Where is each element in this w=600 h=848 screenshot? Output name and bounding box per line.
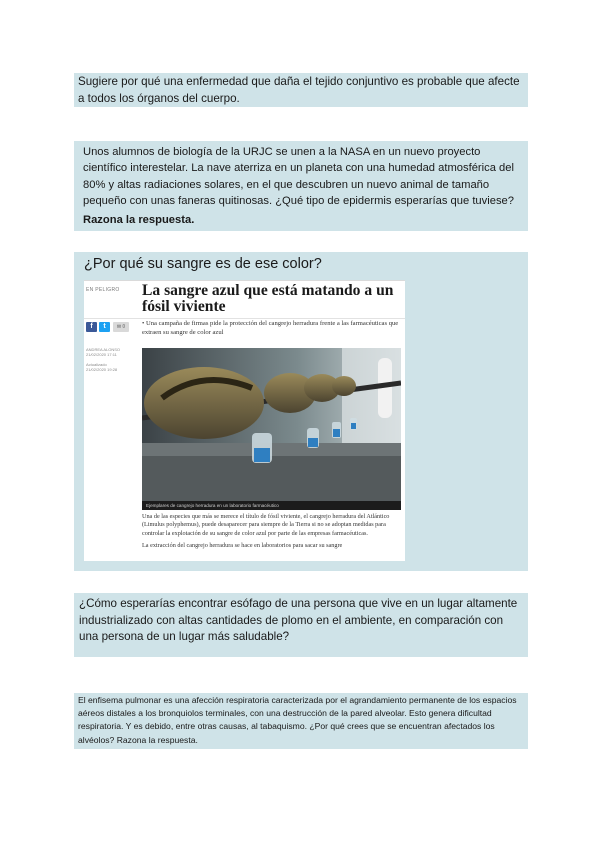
question-blue-blood xyxy=(74,252,528,571)
article-paragraph: Una de las especies que más se merece el título de fósil viviente, el cangrejo herradura del Atlántico (Limulus polyphemus), puede desaparecer para siempre de la Tierra si no se adoptan medidas para controlar la explotación de su sangre de color azul por parte de las empresas farmacéuticas. xyxy=(142,513,390,537)
facebook-icon: f xyxy=(86,322,97,332)
divider xyxy=(84,318,405,319)
comments-icon: ✉ xyxy=(116,324,122,330)
divider xyxy=(84,280,405,281)
article-paragraph: La extracción del cangrejo herradura se hace en laboratorios para sacar su sangre xyxy=(142,541,343,549)
update-date: 21/02/2020 19:28 xyxy=(86,367,118,372)
publish-date: 21/02/2020 17:11 xyxy=(86,352,117,357)
question-epidermis xyxy=(74,141,528,231)
twitter-icon: t xyxy=(99,322,110,332)
author-name: ANDREA ALONSO xyxy=(86,347,121,352)
question-connective-tissue xyxy=(74,73,528,107)
article-update-date xyxy=(86,362,117,372)
comment-count: 0 xyxy=(122,324,126,330)
article-headline: La sangre azul que está matando a un fósil viviente xyxy=(142,282,394,315)
article-body xyxy=(142,513,398,550)
question-emphysema xyxy=(74,693,528,749)
horseshoe-crab-lab-photo xyxy=(142,348,401,501)
question-esophagus xyxy=(74,593,528,657)
photo-caption: Ejemplares de cangrejo herradura en un laboratorio farmacéutico xyxy=(142,501,401,510)
article-lede: • Una campaña de firmas pide la protección del cangrejo herradura frente a las farmacéuticas que extraen su sangre de color azul xyxy=(142,320,399,336)
comment-count-badge xyxy=(113,322,129,332)
question-text: Sugiere por qué una enfermedad que daña el tejido conjuntivo es probable que afecte a todos los órganos del cuerpo. xyxy=(78,75,520,105)
news-article-screenshot xyxy=(84,280,405,561)
question-text: Unos alumnos de biología de la URJC se unen a la NASA en un nuevo proyecto científico interestelar. La nave aterriza en un planeta con una humedad atmosférica del 80% y altas radiaciones solares, en el que descubren un nuevo animal de tamaño pequeño con unas faneras quitinosas. ¿Qué tipo de epidermis esperarías que tuviese? xyxy=(83,146,514,208)
question-text: ¿Cómo esperarías encontrar esófago de una persona que vive en un lugar altamente industrializado con altas cantidades de plomo en el ambiente, en comparación con una persona de un lugar más saludable? xyxy=(79,597,518,644)
question-title: ¿Por qué su sangre es de ese color? xyxy=(84,256,322,272)
article-section-label: EN PELIGRO xyxy=(86,287,120,293)
question-text: El enfisema pulmonar es una afección respiratoria caracterizada por el agrandamiento permanente de los espacios aéreos distales a los bronquiolos terminales, con una destrucción de la pared alveolar. Esto genera dificultad respiratoria. Y es debido, entre otras causas, al tabaquismo. ¿Por qué crees que se encuentran afectados los alvéolos? Razona la respuesta. xyxy=(78,695,517,745)
update-label: Actualizado xyxy=(86,362,107,367)
reason-prompt: Razona la respuesta. xyxy=(83,213,195,226)
article-author-date xyxy=(86,347,120,357)
